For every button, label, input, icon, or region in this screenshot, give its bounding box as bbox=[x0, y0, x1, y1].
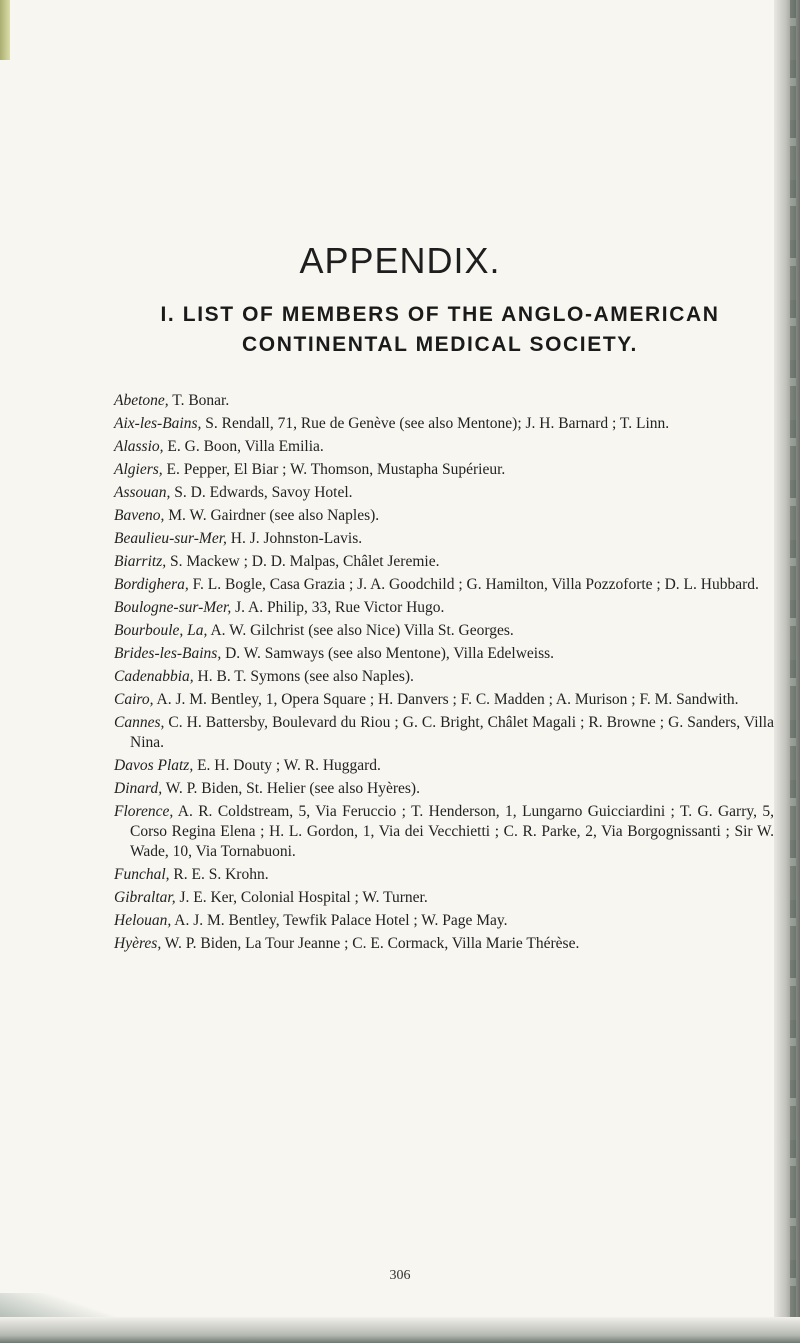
place-name: Davos Platz, bbox=[114, 757, 194, 774]
member-details: S. Rendall, 71, Rue de Genève (see also Mentone); J. H. Barnard ; T. Linn. bbox=[201, 415, 670, 432]
place-name: Cadenabbia, bbox=[114, 668, 194, 685]
section-title: I. LIST OF MEMBERS OF THE ANGLO-AMERICAN CONTINENTAL MEDICAL SOCIETY. bbox=[160, 303, 720, 356]
member-entry bbox=[114, 437, 774, 457]
place-name: Dinard, bbox=[114, 780, 163, 797]
member-details: W. P. Biden, St. Helier (see also Hyères). bbox=[162, 780, 420, 797]
member-details: E. Pepper, El Biar ; W. Thomson, Mustapha Supérieur. bbox=[162, 461, 506, 478]
place-name: Bourboule, La, bbox=[114, 622, 208, 639]
member-details: W. P. Biden, La Tour Jeanne ; C. E. Cormack, Villa Marie Thérèse. bbox=[161, 935, 580, 952]
place-name: Algiers, bbox=[114, 461, 163, 478]
member-entry bbox=[114, 644, 774, 664]
member-entry bbox=[114, 756, 774, 776]
member-details: M. W. Gairdner (see also Naples). bbox=[164, 507, 380, 524]
member-list bbox=[114, 391, 774, 957]
member-entry bbox=[114, 391, 774, 411]
place-name: Baveno, bbox=[114, 507, 165, 524]
member-details: T. Bonar. bbox=[168, 392, 230, 409]
member-details: H. J. Johnston-Lavis. bbox=[226, 530, 363, 547]
member-details: H. B. T. Symons (see also Naples). bbox=[193, 668, 414, 685]
member-entry bbox=[114, 667, 774, 687]
place-name: Brides-les-Bains, bbox=[114, 645, 222, 662]
place-name: Alassio, bbox=[114, 438, 164, 455]
member-entry bbox=[114, 483, 774, 503]
member-entry bbox=[114, 934, 774, 954]
member-entry bbox=[114, 575, 774, 595]
member-entry bbox=[114, 713, 774, 753]
place-name: Cannes, bbox=[114, 714, 165, 731]
member-details: E. H. Douty ; W. R. Huggard. bbox=[193, 757, 381, 774]
member-entry bbox=[114, 888, 774, 908]
member-entry bbox=[114, 506, 774, 526]
place-name: Helouan, bbox=[114, 912, 172, 929]
member-details: D. W. Samways (see also Mentone), Villa Edelweiss. bbox=[221, 645, 555, 662]
place-name: Bordighera, bbox=[114, 576, 189, 593]
member-details: C. H. Battersby, Boulevard du Riou ; G. C. Bright, Châlet Magali ; R. Browne ; G. Sanders, Villa Nina. bbox=[130, 714, 774, 751]
member-details: J. A. Philip, 33, Rue Victor Hugo. bbox=[231, 599, 445, 616]
place-name: Gibraltar, bbox=[114, 889, 176, 906]
place-name: Aix-les-Bains, bbox=[114, 415, 202, 432]
member-entry bbox=[114, 911, 774, 931]
page-number: 306 bbox=[389, 1268, 411, 1283]
place-name: Cairo, bbox=[114, 691, 154, 708]
place-name: Funchal, bbox=[114, 866, 170, 883]
member-entry bbox=[114, 621, 774, 641]
member-details: A. W. Gilchrist (see also Nice) Villa St. Georges. bbox=[207, 622, 514, 639]
member-entry bbox=[114, 865, 774, 885]
member-details: J. E. Ker, Colonial Hospital ; W. Turner. bbox=[175, 889, 428, 906]
page-corner-mark bbox=[0, 0, 10, 60]
member-details: S. D. Edwards, Savoy Hotel. bbox=[170, 484, 353, 501]
member-entry bbox=[114, 779, 774, 799]
place-name: Beaulieu-sur-Mer, bbox=[114, 530, 227, 547]
place-name: Abetone, bbox=[114, 392, 169, 409]
member-entry bbox=[114, 690, 774, 710]
book-spine-edge bbox=[774, 0, 800, 1343]
place-name: Hyères, bbox=[114, 935, 162, 952]
place-name: Florence, bbox=[114, 803, 174, 820]
member-details: E. G. Boon, Villa Emilia. bbox=[163, 438, 324, 455]
member-entry bbox=[114, 460, 774, 480]
member-entry bbox=[114, 552, 774, 572]
member-entry bbox=[114, 529, 774, 549]
member-details: A. J. M. Bentley, Tewfik Palace Hotel ; W. Page May. bbox=[171, 912, 508, 929]
member-entry bbox=[114, 414, 774, 434]
member-details: F. L. Bogle, Casa Grazia ; J. A. Goodchild ; G. Hamilton, Villa Pozzoforte ; D. L. Hubbard. bbox=[188, 576, 759, 593]
appendix-heading: APPENDIX. bbox=[299, 240, 501, 281]
member-details: S. Mackew ; D. D. Malpas, Châlet Jeremie. bbox=[166, 553, 440, 570]
member-details: A. R. Coldstream, 5, Via Feruccio ; T. Henderson, 1, Lungarno Guicciardini ; T. G. Garry, 5, Corso Regina Elena ; H. L. Gordon, 1, Via dei Vecchietti ; C. R. Parke, 2, Via Borgognissanti ; Sir W. Wade, 10, Via Tornabuoni. bbox=[130, 803, 774, 860]
member-entry bbox=[114, 802, 774, 862]
member-details: R. E. S. Krohn. bbox=[169, 866, 269, 883]
place-name: Biarritz, bbox=[114, 553, 167, 570]
place-name: Boulogne-sur-Mer, bbox=[114, 599, 232, 616]
member-entry bbox=[114, 598, 774, 618]
page-bottom-edge bbox=[0, 1317, 800, 1343]
member-details: A. J. M. Bentley, 1, Opera Square ; H. Danvers ; F. C. Madden ; A. Murison ; F. M. Sandwith. bbox=[153, 691, 739, 708]
place-name: Assouan, bbox=[114, 484, 171, 501]
